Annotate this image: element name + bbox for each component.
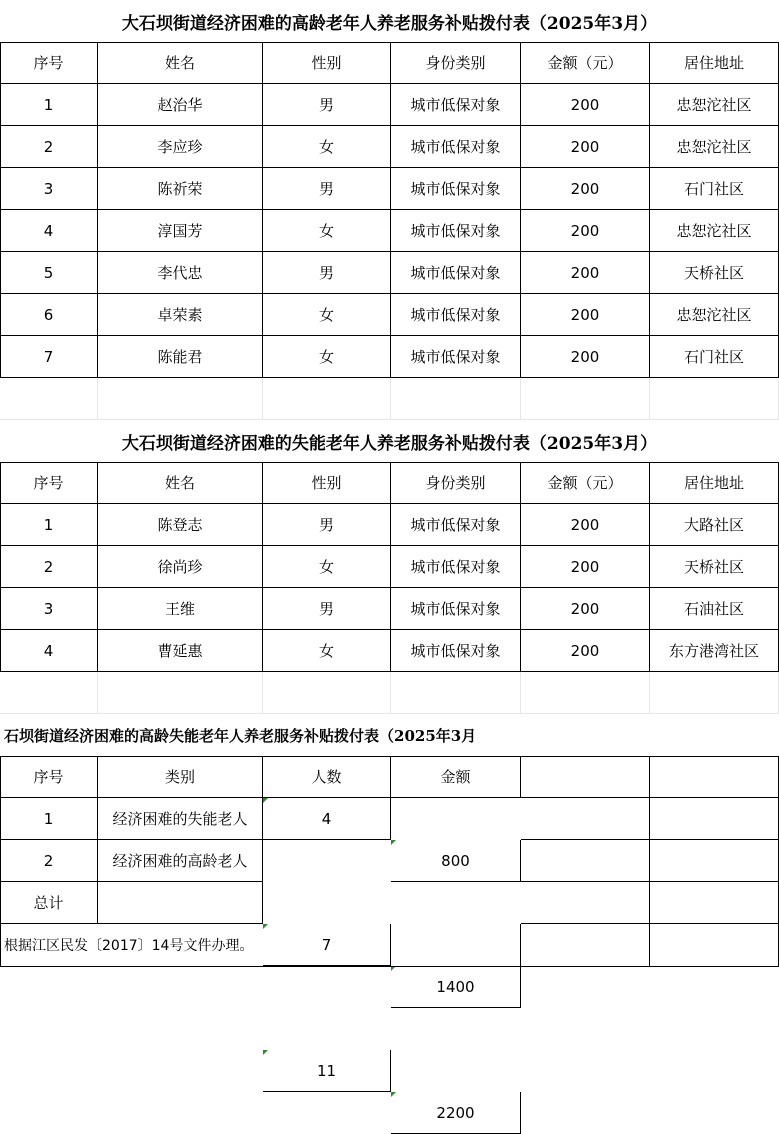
- table1-cell[interactable]: 陈祈荣: [98, 168, 263, 210]
- table2-cell[interactable]: 城市低保对象: [391, 546, 521, 588]
- table1-cell[interactable]: 男: [263, 84, 391, 126]
- table1-cell[interactable]: 赵治华: [98, 84, 263, 126]
- table2-header-cell[interactable]: 居住地址: [650, 462, 779, 504]
- table1-title[interactable]: 大石坝街道经济困难的高龄老年人养老服务补贴拨付表（2025年3月）: [121, 13, 658, 34]
- empty-row[interactable]: [263, 378, 391, 420]
- table2-cell[interactable]: 王维: [98, 588, 263, 630]
- table1-cell[interactable]: 200: [521, 336, 650, 378]
- empty-row[interactable]: [391, 672, 521, 714]
- table3-empty-cell[interactable]: [650, 924, 779, 967]
- table1-cell[interactable]: 石门社区: [650, 168, 779, 210]
- table1-cell[interactable]: 200: [521, 294, 650, 336]
- table3-cell[interactable]: 800: [391, 840, 521, 882]
- table2-cell[interactable]: 1: [0, 504, 98, 546]
- table1-cell[interactable]: 李应珍: [98, 126, 263, 168]
- table1-cell[interactable]: 城市低保对象: [391, 168, 521, 210]
- table2-header-cell[interactable]: 序号: [0, 462, 98, 504]
- table3-empty-cell[interactable]: [650, 840, 779, 882]
- table1-cell[interactable]: 李代忠: [98, 252, 263, 294]
- table1-cell[interactable]: 忠恕沱社区: [650, 126, 779, 168]
- table3-header-cell[interactable]: 序号: [0, 756, 98, 798]
- table1-cell[interactable]: 忠恕沱社区: [650, 210, 779, 252]
- table1-cell[interactable]: 2: [0, 126, 98, 168]
- empty-row[interactable]: [521, 672, 650, 714]
- table2-cell[interactable]: 200: [521, 546, 650, 588]
- table1-cell[interactable]: 女: [263, 210, 391, 252]
- table3-cell[interactable]: 1: [0, 798, 98, 840]
- table2-cell[interactable]: 200: [521, 630, 650, 672]
- table3-cell[interactable]: 经济困难的失能老人: [98, 798, 263, 840]
- table2-title[interactable]: 大石坝街道经济困难的失能老年人养老服务补贴拨付表（2025年3月）: [121, 433, 658, 454]
- table2-cell[interactable]: 200: [521, 588, 650, 630]
- table3-cell[interactable]: 7: [263, 924, 391, 966]
- table1-cell[interactable]: 200: [521, 84, 650, 126]
- table3-cell[interactable]: 总计: [0, 882, 98, 924]
- empty-row[interactable]: [98, 378, 263, 420]
- table2-cell[interactable]: 天桥社区: [650, 546, 779, 588]
- table2-cell[interactable]: 女: [263, 630, 391, 672]
- table1-cell[interactable]: 城市低保对象: [391, 294, 521, 336]
- table3-cell[interactable]: 2: [0, 840, 98, 882]
- table2-cell[interactable]: 男: [263, 504, 391, 546]
- empty-row[interactable]: [521, 378, 650, 420]
- empty-row[interactable]: [98, 672, 263, 714]
- table1-cell[interactable]: 卓荣素: [98, 294, 263, 336]
- table1-cell[interactable]: 4: [0, 210, 98, 252]
- table3-header-cell[interactable]: 类别: [98, 756, 263, 798]
- table2-header-cell[interactable]: 姓名: [98, 462, 263, 504]
- table1-cell[interactable]: 淳国芳: [98, 210, 263, 252]
- table1-cell[interactable]: 石门社区: [650, 336, 779, 378]
- table2-cell[interactable]: 男: [263, 588, 391, 630]
- table3-cell[interactable]: 经济困难的高龄老人: [98, 840, 263, 882]
- empty-row[interactable]: [0, 672, 98, 714]
- table3-empty-cell[interactable]: [521, 798, 650, 840]
- table1-cell[interactable]: 女: [263, 336, 391, 378]
- table1-header-cell[interactable]: 居住地址: [650, 42, 779, 84]
- table1-header-cell[interactable]: 性别: [263, 42, 391, 84]
- table2-cell[interactable]: 女: [263, 546, 391, 588]
- table2-cell[interactable]: 徐尚珍: [98, 546, 263, 588]
- table3-empty-cell[interactable]: [521, 924, 650, 967]
- table3-cell[interactable]: 2200: [391, 1092, 521, 1134]
- table3-empty-cell[interactable]: [650, 798, 779, 840]
- table3-header-cell[interactable]: 人数: [263, 756, 391, 798]
- table1-cell[interactable]: 6: [0, 294, 98, 336]
- table3-empty-cell[interactable]: [521, 840, 650, 882]
- table1-cell[interactable]: 男: [263, 252, 391, 294]
- table1-cell[interactable]: 男: [263, 168, 391, 210]
- table3-note[interactable]: 根据江区民发〔2017〕14号文件办理。: [0, 924, 521, 967]
- table2-cell[interactable]: 城市低保对象: [391, 504, 521, 546]
- table3-cell[interactable]: 1400: [391, 966, 521, 1008]
- table2-cell[interactable]: 城市低保对象: [391, 588, 521, 630]
- table1-header-cell[interactable]: 姓名: [98, 42, 263, 84]
- table2-cell[interactable]: 城市低保对象: [391, 630, 521, 672]
- table1-cell[interactable]: 女: [263, 126, 391, 168]
- empty-row[interactable]: [650, 672, 779, 714]
- empty-row[interactable]: [263, 672, 391, 714]
- table1-cell[interactable]: 忠恕沱社区: [650, 294, 779, 336]
- table2-cell[interactable]: 陈登志: [98, 504, 263, 546]
- table1-header-cell[interactable]: 金额（元）: [521, 42, 650, 84]
- table3-header-cell[interactable]: 金额: [391, 756, 521, 798]
- table2-cell[interactable]: 石油社区: [650, 588, 779, 630]
- table3-title[interactable]: 石坝街道经济困难的高龄失能老年人养老服务补贴拨付表（2025年3月: [4, 726, 477, 745]
- table2-header-cell[interactable]: 身份类别: [391, 462, 521, 504]
- table1-header-cell[interactable]: 序号: [0, 42, 98, 84]
- table3-empty-cell[interactable]: [521, 756, 650, 798]
- table3-cell[interactable]: 11: [263, 1050, 391, 1092]
- empty-row[interactable]: [650, 378, 779, 420]
- table1-header-cell[interactable]: 身份类别: [391, 42, 521, 84]
- table3-empty-cell[interactable]: [521, 882, 650, 924]
- table1-cell[interactable]: 200: [521, 126, 650, 168]
- table1-cell[interactable]: 200: [521, 252, 650, 294]
- table2-header-cell[interactable]: 金额（元）: [521, 462, 650, 504]
- table3-cell[interactable]: 4: [263, 798, 391, 840]
- table3-cell[interactable]: [98, 882, 263, 924]
- table1-cell[interactable]: 女: [263, 294, 391, 336]
- table1-cell[interactable]: 天桥社区: [650, 252, 779, 294]
- table1-cell[interactable]: 城市低保对象: [391, 336, 521, 378]
- table1-cell[interactable]: 忠恕沱社区: [650, 84, 779, 126]
- table1-cell[interactable]: 城市低保对象: [391, 126, 521, 168]
- table2-cell[interactable]: 3: [0, 588, 98, 630]
- table2-cell[interactable]: 东方港湾社区: [650, 630, 779, 672]
- table2-cell[interactable]: 大路社区: [650, 504, 779, 546]
- table1-cell[interactable]: 城市低保对象: [391, 210, 521, 252]
- empty-row[interactable]: [0, 378, 98, 420]
- table1-cell[interactable]: 1: [0, 84, 98, 126]
- table2-header-cell[interactable]: 性别: [263, 462, 391, 504]
- table1-cell[interactable]: 陈能君: [98, 336, 263, 378]
- table1-cell[interactable]: 200: [521, 168, 650, 210]
- table1-cell[interactable]: 200: [521, 210, 650, 252]
- table2-cell[interactable]: 4: [0, 630, 98, 672]
- empty-row[interactable]: [391, 378, 521, 420]
- table2-cell[interactable]: 200: [521, 504, 650, 546]
- table1-cell[interactable]: 3: [0, 168, 98, 210]
- table1-cell[interactable]: 城市低保对象: [391, 84, 521, 126]
- table1-cell[interactable]: 5: [0, 252, 98, 294]
- table3-empty-cell[interactable]: [650, 882, 779, 924]
- table3-empty-cell[interactable]: [650, 756, 779, 798]
- table2-cell[interactable]: 曹延惠: [98, 630, 263, 672]
- table1-cell[interactable]: 7: [0, 336, 98, 378]
- table1-cell[interactable]: 城市低保对象: [391, 252, 521, 294]
- table2-cell[interactable]: 2: [0, 546, 98, 588]
